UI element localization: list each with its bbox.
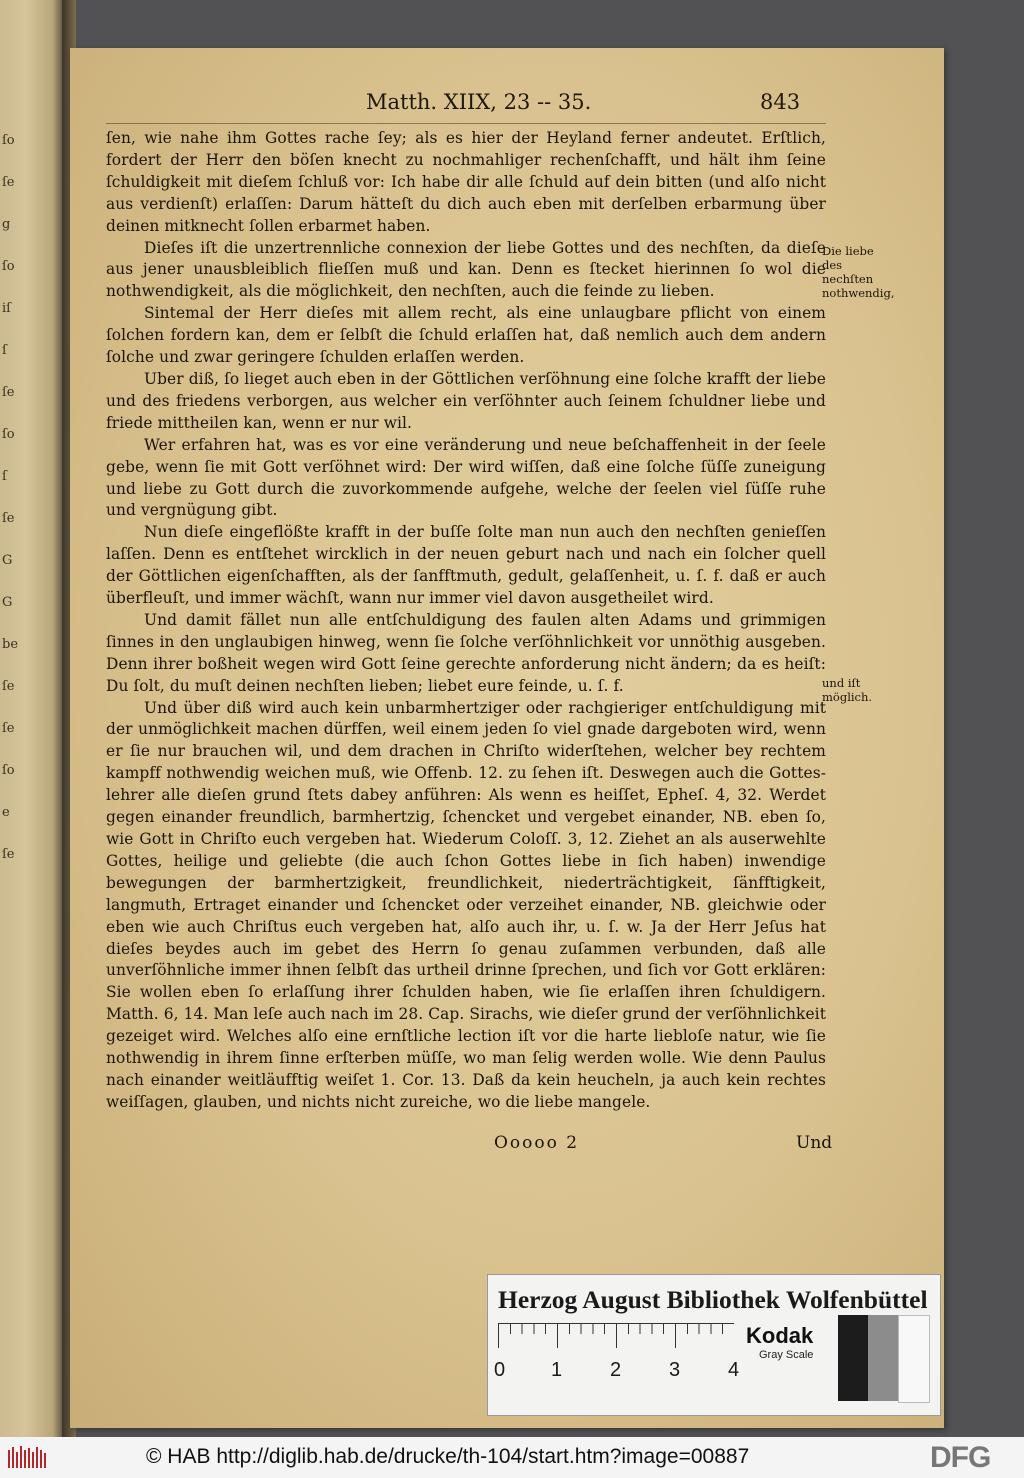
library-name: Herzog August Bibliothek Wolfenbüttel [498, 1285, 928, 1314]
ruler-label: 3 [669, 1359, 681, 1381]
paragraph: ſen, wie nahe ihm Gottes rache ſey; als es hier der Heyland ferner andeutet. Erſtlich, fordert der Herr den böſen knecht zu nochmahliger rechenſchafft, und hält ihm ſeine ſchuldigkeit mit dieſem ſchluß vor: Ich habe dir alle ſchuld auf dein bitten (und alſo nicht aus verdienſt) erlaſſen: Darum hätteſt du dich auch eben mit derſelben erbarmung über deinen mitknecht ſollen erbarmet haben. [106, 129, 826, 235]
paragraph: Dieſes iſt die unzertrennliche connexion der liebe Gottes und des nechſten, da dieſe aus jener unausbleiblich flieſſen muß und kan. Denn es ſtecket hierinnen ſo wol die nothwendigkeit, als die möglichkeit, den nechſten, auch die feinde zu lieben. [106, 238, 826, 301]
previous-page-fragment: ſ [2, 343, 7, 358]
paragraph: Nun dieſe eingeflößte krafft in der buſſe ſolte man nun auch den nechſten genieſſen laſſen. Denn es entſtehet wircklich in der neuen geburt nach und nach ein ſolcher quell der Göttlichen eigenſchafften, als der ſanfftmuth, gedult, gelaſſenheit, u. ſ. f. daß er auch überfleuſt, und immer wächſt, wann nur immer viel davon ausgetheilet wird. [106, 523, 826, 608]
previous-page-fragments [2, 120, 24, 876]
margin-note: und iſt möglich. [822, 676, 873, 704]
previous-page-fragment: ſo [2, 427, 15, 442]
margin-note: Die liebe des nechſten nothwendig, [822, 244, 895, 300]
previous-page-fragment: iſ [2, 301, 11, 316]
book-page [70, 48, 944, 1428]
previous-page-fragment: ſe [2, 511, 15, 526]
library-color-card [487, 1274, 941, 1416]
ruler-label: 1 [551, 1359, 563, 1381]
ruler-label: 4 [728, 1359, 740, 1381]
copyright-url[interactable]: © HAB http://diglib.hab.de/drucke/th-104/start.htm?image=00887 [146, 1445, 750, 1468]
ruler-label: 0 [494, 1359, 506, 1381]
previous-page-fragment: ſe [2, 721, 15, 736]
catchword: Und [796, 1133, 833, 1153]
previous-page-fragment: be [2, 637, 19, 652]
previous-page-fragment: ſe [2, 385, 15, 400]
previous-page-edge [0, 0, 62, 1437]
gray-scale-label: Gray Scale [759, 1349, 814, 1361]
header-rule [106, 123, 826, 124]
running-title: Matth. XIIX, 23 -- 35. [366, 90, 592, 114]
kodak-logo: Kodak [746, 1323, 814, 1348]
gray-swatch-light [898, 1315, 930, 1403]
paragraph: Sintemal der Herr dieſes mit allem recht, als eine unlaugbare pflicht von einem ſolchen fordern kan, dem er ſelbſt die ſchuld erlaſſen hat, daß nemlich auch dem andern ſolche und zwar geringere ſchulden erlaſſen werden. [106, 304, 826, 367]
previous-page-fragment: ſo [2, 133, 15, 148]
previous-page-fragment: ſe [2, 679, 15, 694]
dfg-logo: DFG [930, 1441, 991, 1474]
page-number: 843 [760, 90, 801, 114]
footer-bar [0, 1437, 1024, 1478]
scale-ruler [498, 1323, 734, 1354]
gray-swatch-mid [868, 1315, 898, 1401]
previous-page-fragment: G [2, 553, 13, 568]
gray-swatch-dark [838, 1315, 868, 1401]
paragraph: Wer erfahren hat, was es vor eine veränderung und neue beſchaffenheit in der ſeele gebe, wenn ſie mit Gott verſöhnet wird: Der wird wiſſen, daß eine ſolche ſüſſe zuneigung und liebe zu Gott durch die zuvorkommende aufgehe, welche der ſeelen viel ſüſſe ruhe und vergnügung gibt. [106, 435, 826, 520]
page-header [70, 90, 944, 118]
previous-page-fragment: g [2, 217, 11, 232]
previous-page-fragment: ſo [2, 763, 15, 778]
paragraph: Uber diß, ſo lieget auch eben in der Göttlichen verſöhnung eine ſolche krafft der liebe und des friedens verborgen, aus welcher ein verſöhnter auch ſeinem ſchuldner liebe und friede mittheilen kan, wenn er nur wil. [106, 369, 826, 432]
previous-page-fragment: ſ [2, 469, 7, 484]
hab-logo-icon [6, 1444, 50, 1471]
previous-page-fragment: e [2, 805, 10, 820]
previous-page-fragment: ſe [2, 847, 15, 862]
ruler-label: 2 [610, 1359, 622, 1381]
signature-mark: Ooooo 2 [494, 1133, 580, 1153]
previous-page-fragment: G [2, 595, 13, 610]
paragraph: Und über diß wird auch kein unbarmhertziger oder rachgieriger entſchuldigung mit der unmöglichkeit machen dürffen, weil einem jeden ſo viel gnade dargeboten wird, wenn er ſie nur brauchen wil, und dem drachen in Chriſto widerſtehen, welcher bey rechtem kampff nothwendig weichen muß, wie Offenb. 12. zu ſehen iſt. Deswegen auch die Gottes-lehrer alle dieſen grund ſtets dabey anführen: Als wenn es heiſſet, Epheſ. 4, 32. Werdet gegen einander freundlich, barmhertzig, ſchencket und vergebet einander, NB. eben ſo, wie Gott in Chriſto euch vergeben hat. Wiederum Coloſſ. 3, 12. Ziehet an als auserwehlte Gottes, heilige und geliebte (die auch ſchon Gottes liebe in ſich haben) inwendige bewegungen der barmhertzigkeit, freundlichkeit, niederträchtigkeit, ſänfftigkeit, langmuth, Ertraget einander und ſchencket oder verzeihet einander, NB. gleichwie oder eben wie auch Chriſtus euch vergeben hat, alſo auch ihr, u. ſ. w. Ja der Herr Jeſus hat dieſes beydes auch im gebet des Herrn ſo genau zuſammen verbunden, daß alle unverſöhnliche immer ihnen ſelbſt das urtheil drinne ſprechen, und ſich vor Gott erklären: Sie wollen eben ſo erlaſſung ihrer ſchulden haben, wie ſie erlaſſen ihren ſchuldigern. Matth. 6, 14. Man leſe auch nach im 28. Cap. Sirachs, wie dieſer grund der verſöhnlichkeit gezeiget wird. Welches alſo eine ernſtliche lection iſt vor die harte liebloſe natur, wie ſie nothwendig in ihrem ſinne erſterben müſſe, wo man ſelig werden wolle. Wie denn Paulus nach einander weitläufftig weiſet 1. Cor. 13. Daß da kein heucheln, ja auch kein rechtes weiſſagen, glauben, und nichts nicht zureiche, wo die liebe mangele. [106, 698, 826, 1111]
previous-page-fragment: ſe [2, 175, 15, 190]
body-text [106, 128, 826, 1114]
previous-page-fragment: ſo [2, 259, 15, 274]
paragraph: Und damit fället nun alle entſchuldigung des faulen alten Adams und grimmigen ſinnes in den unglaubigen hinweg, wenn ſie ſolche verſöhnlichkeit vor unnöthig ausgeben. Denn ihrer boßheit wegen wird Gott ſeine gerechte anforderung nicht ändern; da es heiſt: Du ſolt, du muſt deinen nechſten lieben; liebet eure feinde, u. ſ. f. [106, 610, 826, 695]
